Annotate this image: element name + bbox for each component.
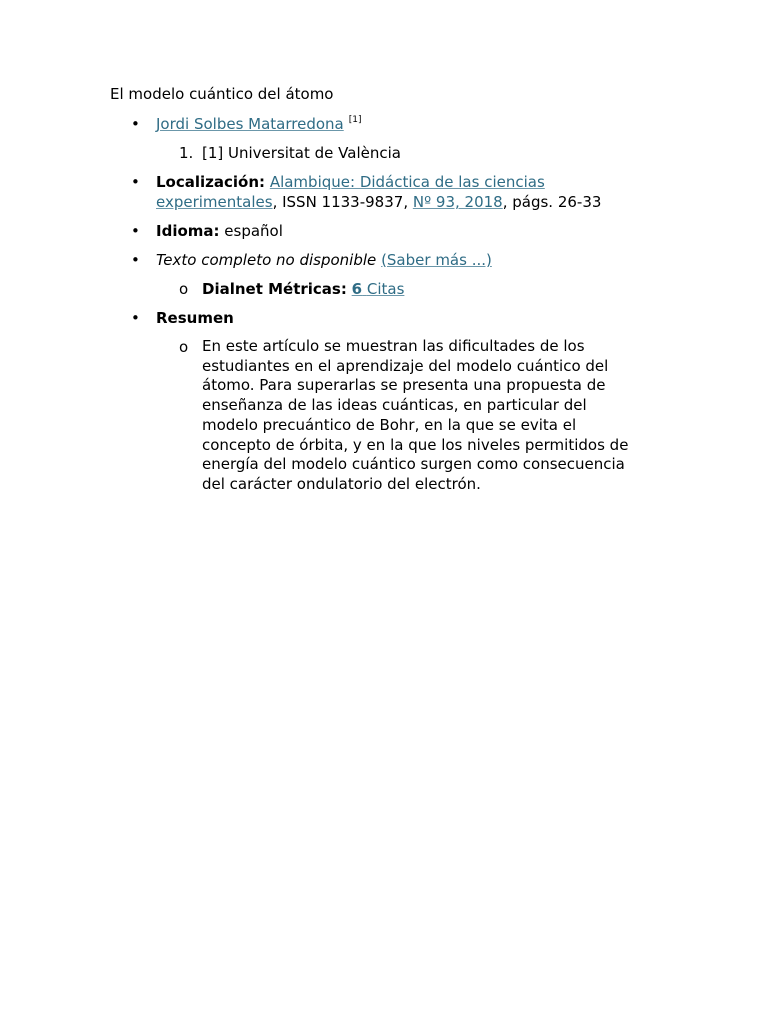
localizacion-item xyxy=(110,172,670,212)
issn-text: , ISSN 1133-9837, xyxy=(272,193,413,211)
citas-count: 6 xyxy=(351,280,363,298)
document-title: El modelo cuántico del átomo xyxy=(110,85,334,103)
fulltext-item xyxy=(110,250,670,270)
bullet-marker: • xyxy=(131,173,140,191)
idioma-label: Idioma: xyxy=(156,222,220,240)
idioma-value: español xyxy=(219,222,283,240)
affiliation-item xyxy=(110,143,670,163)
issue-link[interactable]: Nº 93, 2018 xyxy=(412,193,503,211)
bullet-marker: • xyxy=(131,251,140,269)
bullet-marker: • xyxy=(131,309,140,327)
citas-label: Citas xyxy=(366,280,405,298)
journal-link[interactable]: Alambique: Didáctica de las ciencias experimentales xyxy=(156,173,545,211)
resumen-item xyxy=(110,308,670,328)
affiliation-text: [1] Universitat de València xyxy=(202,144,401,162)
fulltext-text: Texto completo no disponible xyxy=(156,251,377,269)
author-item xyxy=(110,114,670,134)
bullet-marker: • xyxy=(131,115,140,133)
citas-link[interactable] xyxy=(352,280,405,298)
metricas-label: Dialnet Métricas: xyxy=(202,280,347,298)
localizacion-label: Localización: xyxy=(156,173,266,191)
author-link[interactable]: Jordi Solbes Matarredona xyxy=(156,115,344,133)
pages-text: , págs. 26-33 xyxy=(502,193,602,211)
saber-mas-link[interactable]: (Saber más ...) xyxy=(381,251,492,269)
bullet-marker: • xyxy=(131,222,140,240)
author-ref: [1] xyxy=(348,115,362,125)
idioma-item xyxy=(110,221,670,241)
metricas-item xyxy=(110,279,670,299)
circle-marker: o xyxy=(179,338,189,356)
circle-marker: o xyxy=(179,280,189,298)
abstract-text: En este artículo se muestran las dificultades de los estudiantes en el aprendizaje del modelo cuántico del átomo. Para superarlas se presenta una propuesta de enseñanza de las ideas cuánticas, en particular del modelo precuántico de Bohr, en la que se evita el concepto de órbita, y en la que los niveles permitidos de energía del modelo cuántico surgen como consecuencia del carácter ondulatorio del electrón. xyxy=(202,337,629,493)
document-page xyxy=(110,84,670,504)
affiliation-number: 1. xyxy=(179,144,194,162)
abstract-item xyxy=(110,337,670,495)
resumen-label: Resumen xyxy=(156,309,234,327)
